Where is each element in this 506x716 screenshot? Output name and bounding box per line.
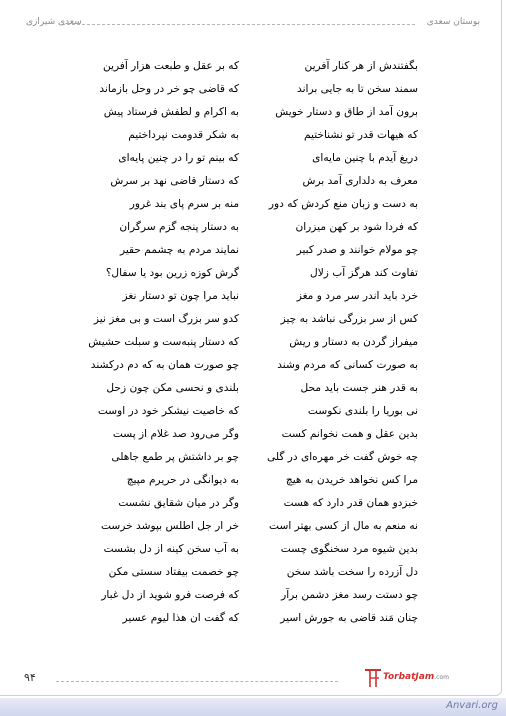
footer-divider — [56, 681, 338, 682]
hemistich-first: سمند سخن تا به جایی براند — [297, 83, 418, 95]
hemistich-first: که فردا شود بر کهن میزران — [295, 221, 418, 233]
hemistich-second: که بر عقل و طبعت هزار آفرین — [102, 60, 239, 72]
hemistich-first: میفراز گردن به دستار و ریش — [289, 336, 418, 348]
hemistich-first: دل آزرده را سخت باشد سخن — [286, 566, 418, 578]
hemistich-second: که گفت ان هذا لیوم عسیر — [122, 612, 239, 624]
couplet-row — [0, 313, 506, 333]
hemistich-second: که دستار پنبه‌ست و سبلت حشیش — [88, 336, 239, 348]
couplet-row — [0, 405, 506, 425]
hemistich-first: بدین عقل و همت نخوانم کست — [281, 428, 418, 440]
couplet-row — [0, 589, 506, 609]
hemistich-second: که خاصیت نیشکر خود در اوست — [97, 405, 239, 417]
couplet-row — [0, 451, 506, 471]
hemistich-second: بلندی و نحسی مکن چون زحل — [106, 382, 239, 394]
hemistich-second: به شکر قدومت نپرداختیم — [128, 129, 239, 141]
couplet-row — [0, 566, 506, 586]
hemistich-second: چو بر داشتش پر طمع جاهلی — [111, 451, 239, 463]
couplet-row — [0, 198, 506, 218]
header-divider — [62, 24, 415, 25]
couplet-row — [0, 83, 506, 103]
hemistich-first: نی بوریا را بلندی نکوست — [307, 405, 418, 417]
couplet-row — [0, 612, 506, 632]
hemistich-first: برون آمد از طاق و دستار خویش — [275, 106, 418, 118]
hemistich-first: تفاوت کند هرگز آب زلال — [310, 267, 418, 279]
hemistich-first: خبزدو همان قدر دارد که هست — [283, 497, 418, 509]
couplet-row — [0, 336, 506, 356]
hemistich-first: به قدر هنر جست باید محل — [300, 382, 418, 394]
couplet-row — [0, 497, 506, 517]
couplet-row — [0, 359, 506, 379]
hemistich-first: کس از سر بزرگی نباشد به چیز — [280, 313, 418, 325]
hemistich-second: که فرصت فرو شوید از دل غبار — [101, 589, 239, 601]
couplet-row — [0, 175, 506, 195]
watermark-bar — [0, 698, 506, 716]
hemistich-second: به دستار پنجه گزم سرگران — [119, 221, 239, 233]
hemistich-first: مرا کس نخواهد خریدن به هیچ — [285, 474, 418, 486]
hemistich-second: چو خصمت بیفتاد سستی مکن — [108, 566, 239, 578]
hemistich-second: خر ار جل اطلس بپوشد خرست — [101, 520, 239, 532]
hemistich-second: نمایند مردم به چشمم حقیر — [119, 244, 239, 256]
author-name: سعدی شیرازی — [26, 17, 82, 27]
couplet-row — [0, 244, 506, 264]
couplet-row — [0, 290, 506, 310]
site-logo[interactable] — [364, 667, 474, 689]
couplet-row — [0, 129, 506, 149]
hemistich-second: که دستار قاضی نهد بر سرش — [110, 175, 239, 187]
couplet-row — [0, 106, 506, 126]
hemistich-first: معرف به دلداری آمد برش — [302, 175, 418, 187]
hemistich-first: دریغ آیدم با چنین مایه‌ای — [312, 152, 418, 164]
hemistich-first: نه منعم به مال از کسی بهتر است — [269, 520, 418, 532]
couplet-row — [0, 520, 506, 540]
hemistich-first: چنان مَند قاضی به جورش اسیر — [280, 612, 418, 624]
hemistich-first: چه خوش گفت خر مهره‌ای در گلی — [267, 451, 418, 463]
couplet-row — [0, 543, 506, 563]
couplet-row — [0, 221, 506, 241]
hemistich-first: بدین شیوه مرد سخنگوی چست — [280, 543, 418, 555]
hemistich-second: که بینم تو را در چنین پایه‌ای — [118, 152, 239, 164]
hemistich-first: چو مولام خوانند و صدر کبیر — [296, 244, 418, 256]
couplet-row — [0, 428, 506, 448]
hemistich-second: چو صورت همان به که دم درکشند — [90, 359, 239, 371]
couplet-row — [0, 60, 506, 80]
hemistich-second: وگر می‌رود صد غلام از پست — [112, 428, 239, 440]
book-title: بوستان سعدی — [426, 17, 480, 27]
hemistich-first: بگفتندش از هر کنار آفرین — [304, 60, 418, 72]
couplet-row — [0, 267, 506, 287]
hemistich-first: خرد باید اندر سر مرد و مغز — [296, 290, 418, 302]
watermark-text: Anvari.org — [446, 700, 498, 711]
hemistich-second: نباید مرا چون تو دستار نغز — [122, 290, 239, 302]
hemistich-second: به اکرام و لطفش فرستاد پیش — [103, 106, 239, 118]
couplet-row — [0, 152, 506, 172]
couplet-row — [0, 474, 506, 494]
hemistich-second: به آب سخن کینه از دل بشست — [103, 543, 239, 555]
hemistich-second: وگر در میان شقایق نشست — [118, 497, 239, 509]
hemistich-second: که قاضی چو خر در وحل بازماند — [99, 83, 239, 95]
hemistich-first: چو دستت رسد مغز دشمن برآر — [281, 589, 418, 601]
hemistich-first: به دست و زبان منع کردش که دور — [268, 198, 418, 210]
hemistich-first: به صورت کسانی که مردم وشند — [277, 359, 418, 371]
couplet-row — [0, 382, 506, 402]
hemistich-second: منه بر سرم پای بند غرور — [129, 198, 239, 210]
hemistich-second: گرش کوزه زرین بود یا سفال؟ — [105, 267, 239, 279]
page-number: ۹۴ — [24, 671, 36, 684]
hemistich-second: کدو سر بزرگ است و بی مغز نیز — [93, 313, 239, 325]
logo-mark-icon — [364, 667, 382, 689]
hemistich-first: که هیهات قدر تو نشناختیم — [303, 129, 418, 141]
hemistich-second: به دیوانگی در حریرم مپیچ — [126, 474, 239, 486]
logo-text: TorbatJam.com — [383, 672, 449, 682]
